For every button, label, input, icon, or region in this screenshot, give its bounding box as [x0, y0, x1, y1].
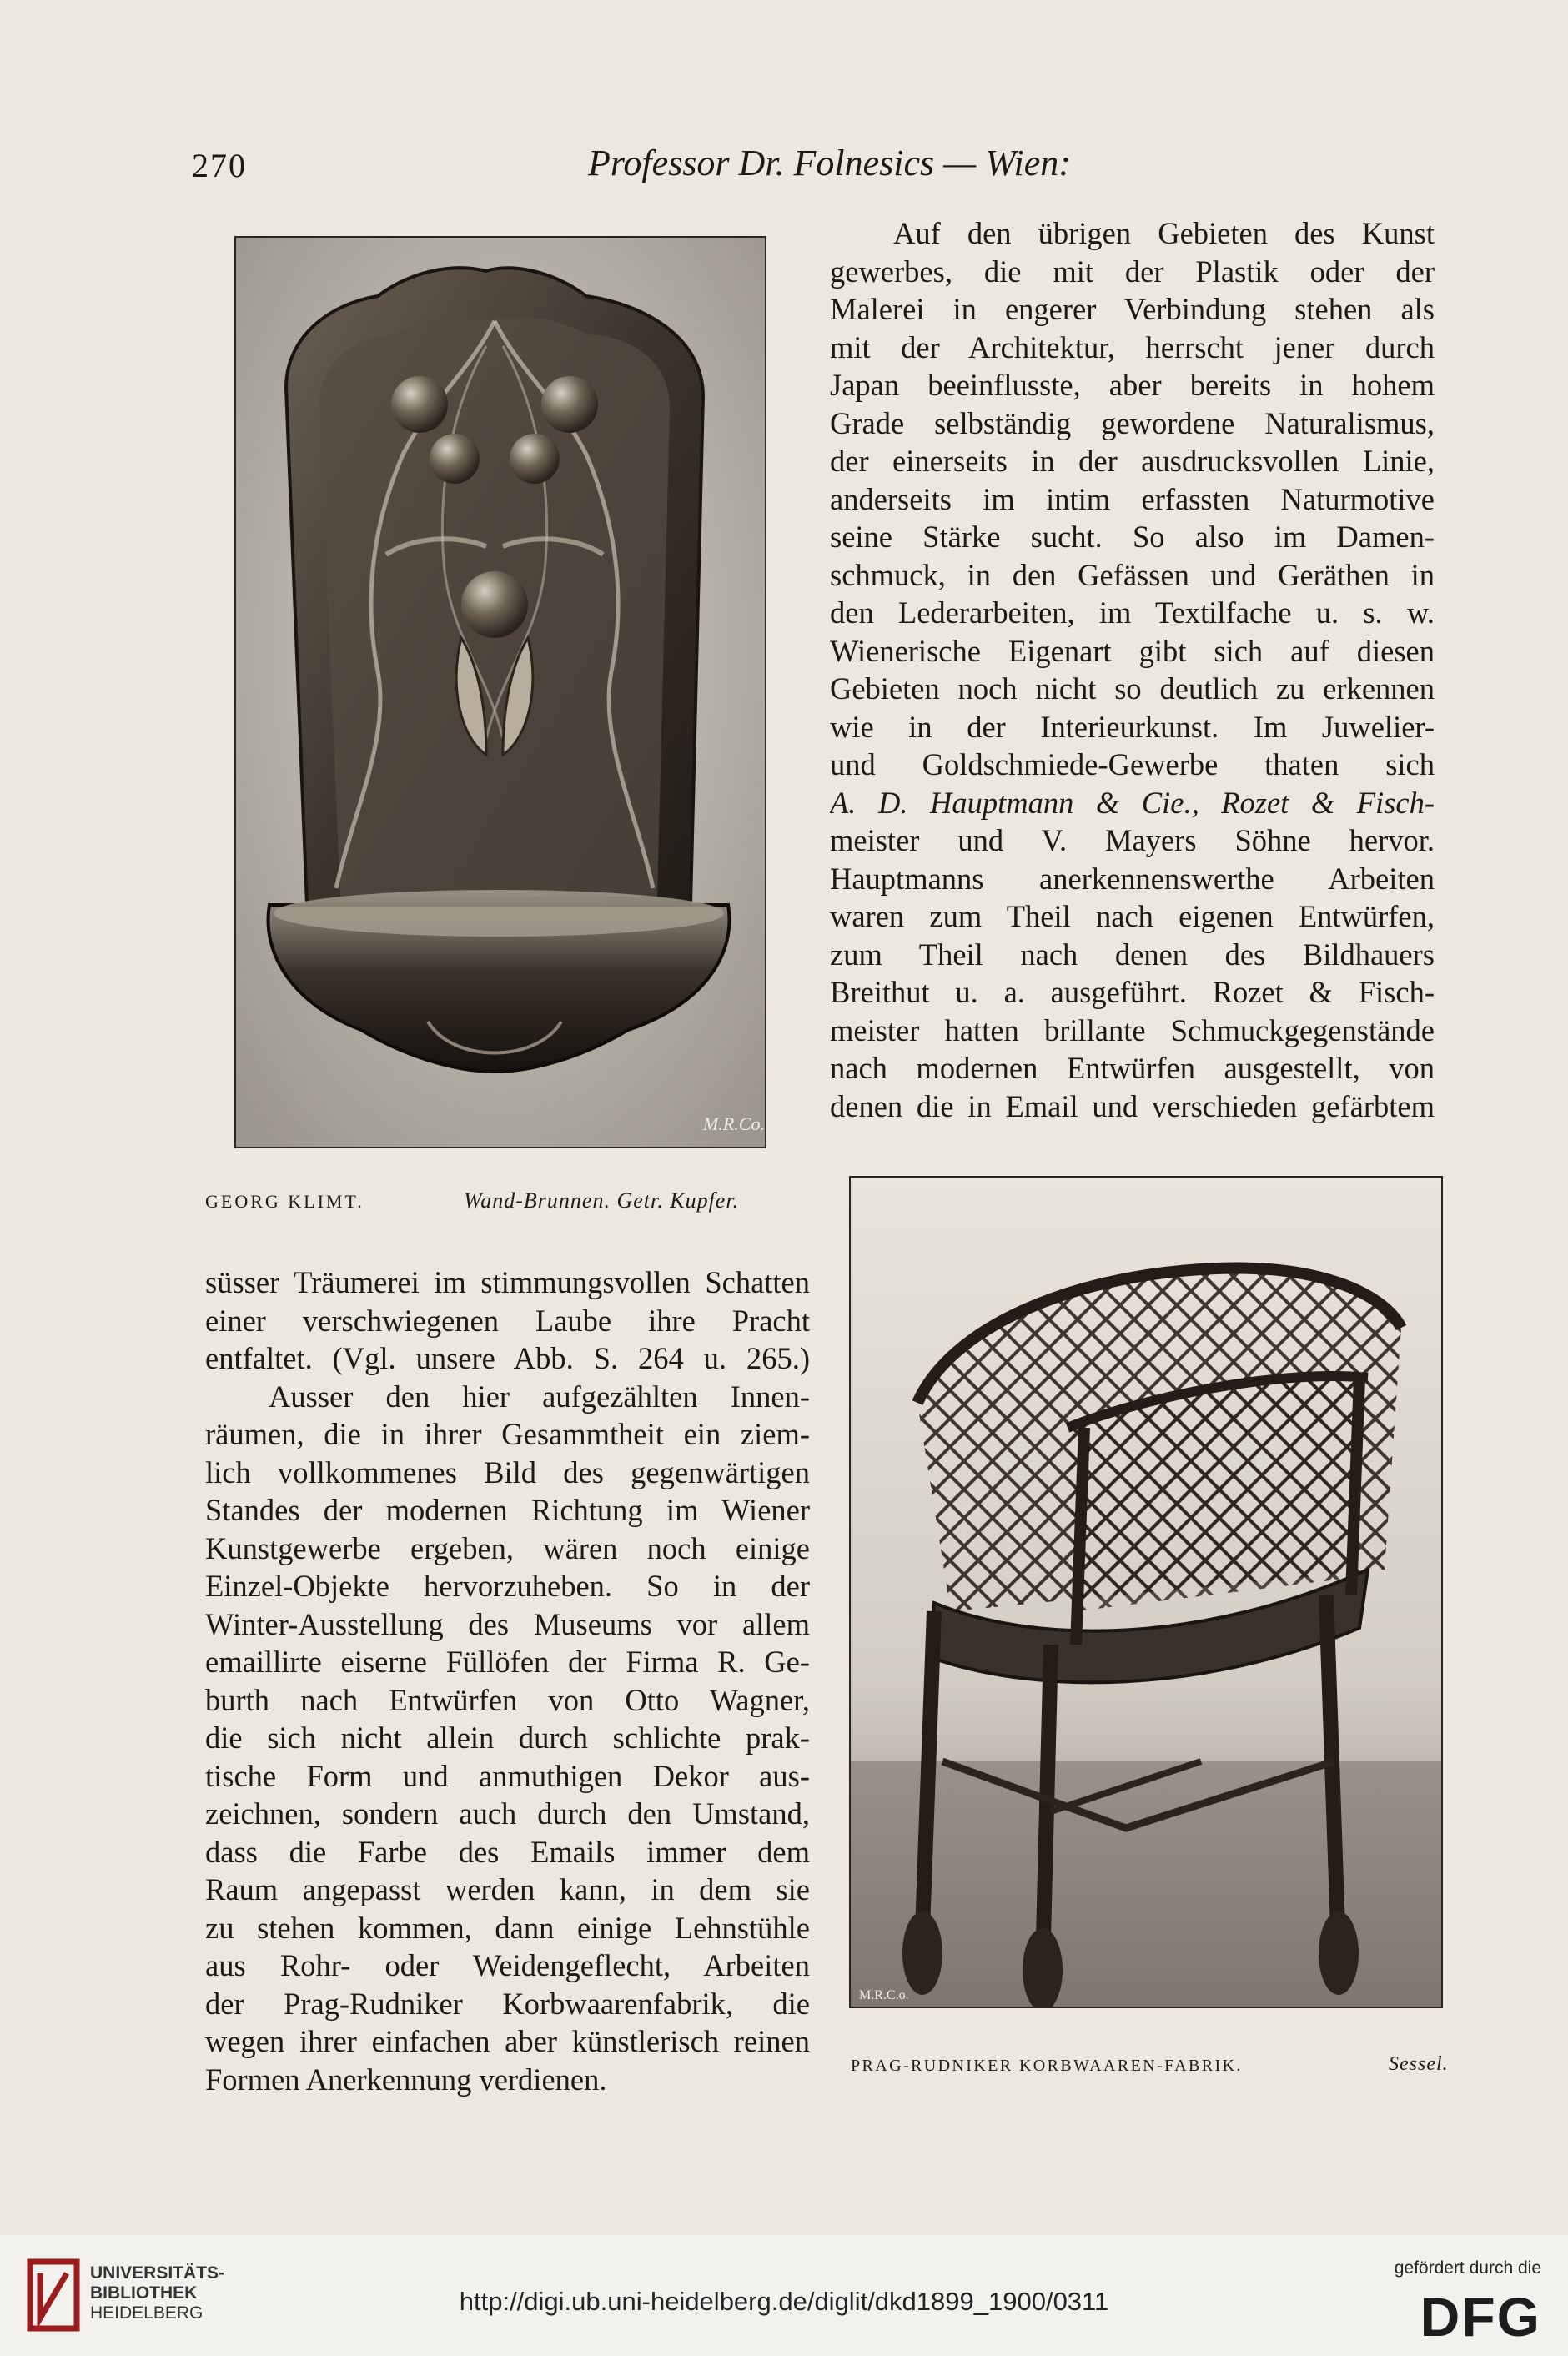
text-line: Hauptmanns anerkennenswerthe Arbeiten [830, 861, 1435, 896]
text-line: zeichnen, sondern auch durch den Umstand, [205, 1796, 810, 1831]
text-line: Wienerische Eigenart gibt sich auf diesen [830, 633, 1435, 668]
running-title: Professor Dr. Folnesics — Wien: [588, 143, 1071, 183]
text-line: waren zum Theil nach eigenen Entwürfen, [830, 899, 1435, 933]
text-line: der einerseits in der ausdrucksvollen Linie, [830, 444, 1435, 478]
wicker-chair-illustration [851, 1178, 1441, 2007]
text-line: meister hatten brillante Schmuckgegenstände [830, 1012, 1435, 1047]
right-column-text [830, 214, 1435, 1125]
text-line: burth nach Entwürfen von Otto Wagner, [205, 1682, 810, 1717]
wall-fountain-illustration [236, 238, 765, 1147]
fountain-caption-artist: GEORG KLIMT. [205, 1191, 364, 1212]
text-line: räumen, die in ihrer Gesammtheit ein ziem- [205, 1417, 810, 1451]
wicker-chair-photo [849, 1176, 1443, 2008]
text-line: die sich nicht allein durch schlichte prak- [205, 1721, 810, 1755]
text-line: Japan beeinflusste, aber bereits in hohem [830, 368, 1435, 402]
text-line: Einzel-Objekte hervorzuheben. So in der [205, 1569, 810, 1603]
text-line: Breithut u. a. ausgeführt. Rozet & Fisch- [830, 975, 1435, 1009]
left-column-text [205, 1263, 810, 2098]
text-line: gewerbes, die mit der Plastik oder der [830, 254, 1435, 289]
text-line: und Goldschmiede-Gewerbe thaten sich [830, 747, 1435, 781]
text-line: emaillirte eiserne Füllöfen der Firma R. Ge- [205, 1645, 810, 1679]
text-line: den Lederarbeiten, im Textilfache u. s. w. [830, 595, 1435, 630]
text-line: A. D. Hauptmann & Cie., Rozet & Fisch- [830, 785, 1435, 820]
text-line: Malerei in engerer Verbindung stehen als [830, 292, 1435, 326]
chair-caption-maker: PRAG-RUDNIKER KORBWAAREN-FABRIK. [851, 2057, 1243, 2075]
fountain-monogram: M.R.Co. [703, 1113, 765, 1134]
permalink-url[interactable]: http://digi.ub.uni-heidelberg.de/diglit/dkd1899_1900/0311 [459, 2287, 1109, 2316]
text-line: zu stehen kommen, dann einige Lehnstühle [205, 1910, 810, 1945]
text-line: Kunstgewerbe ergeben, wären noch einige [205, 1530, 810, 1565]
text-line: Ausser den hier aufgezählten Innen- [269, 1379, 810, 1414]
text-line: süsser Träumerei im stimmungsvollen Schatten [205, 1265, 810, 1299]
text-line: schmuck, in den Gefässen und Geräthen in [830, 557, 1435, 592]
chair-caption-title: Sessel. [1389, 2053, 1449, 2075]
text-line: Formen Anerkennung verdienen. [205, 2062, 607, 2097]
text-line: meister und V. Mayers Söhne hervor. [830, 823, 1435, 857]
chair-monogram: M.R.C.o. [859, 1988, 909, 2002]
text-line: mit der Architektur, herrscht jener durch [830, 329, 1435, 364]
text-line: anderseits im intim erfassten Naturmotive [830, 481, 1435, 516]
text-line: zum Theil nach denen des Bildhauers [830, 937, 1435, 972]
text-line: wegen ihrer einfachen aber künstlerisch reinen [205, 2024, 810, 2058]
text-line: aus Rohr- oder Weidengeflecht, Arbeiten [205, 1948, 810, 1982]
text-line: Standes der modernen Richtung im Wiener [205, 1493, 810, 1527]
fountain-caption-title: Wand-Brunnen. Getr. Kupfer. [464, 1188, 740, 1213]
library-name-line: HEIDELBERG [90, 2303, 204, 2323]
library-name-line: UNIVERSITÄTS- [90, 2263, 225, 2283]
funder-text: gefördert durch die [1394, 2258, 1541, 2278]
text-line: Winter-Ausstellung des Museums vor allem [205, 1606, 810, 1641]
text-line: Auf den übrigen Gebieten des Kunst [893, 216, 1435, 250]
text-line: der Prag-Rudniker Korbwaarenfabrik, die [205, 1986, 810, 2021]
text-line: nach modernen Entwürfen ausgestellt, von [830, 1051, 1435, 1085]
text-line: Grade selbständig gewordene Naturalismus, [830, 405, 1435, 440]
text-line: lich vollkommenes Bild des gegenwärtigen [205, 1454, 810, 1489]
text-line: denen die in Email und verschieden gefärbtem [830, 1088, 1435, 1123]
text-line: Raum angepasst werden kann, in dem sie [205, 1872, 810, 1906]
text-line: seine Stärke sucht. So also im Damen- [830, 520, 1435, 554]
page-number: 270 [192, 147, 247, 184]
text-line: tische Form und anmuthigen Dekor aus- [205, 1758, 810, 1793]
text-line: einer verschwiegenen Laube ihre Pracht [205, 1303, 810, 1338]
text-line: wie in der Interieurkunst. Im Juwelier- [830, 709, 1435, 744]
library-name-line: BIBLIOTHEK [90, 2283, 198, 2303]
text-line: Gebieten noch nicht so deutlich zu erkennen [830, 671, 1435, 706]
digitization-footer [0, 2235, 1568, 2356]
wall-fountain-photo [234, 236, 766, 1148]
text-line: entfaltet. (Vgl. unsere Abb. S. 264 u. 265.) [205, 1341, 810, 1375]
text-line: dass die Farbe des Emails immer dem [205, 1834, 810, 1869]
dfg-logo: DFG [1420, 2286, 1541, 2348]
